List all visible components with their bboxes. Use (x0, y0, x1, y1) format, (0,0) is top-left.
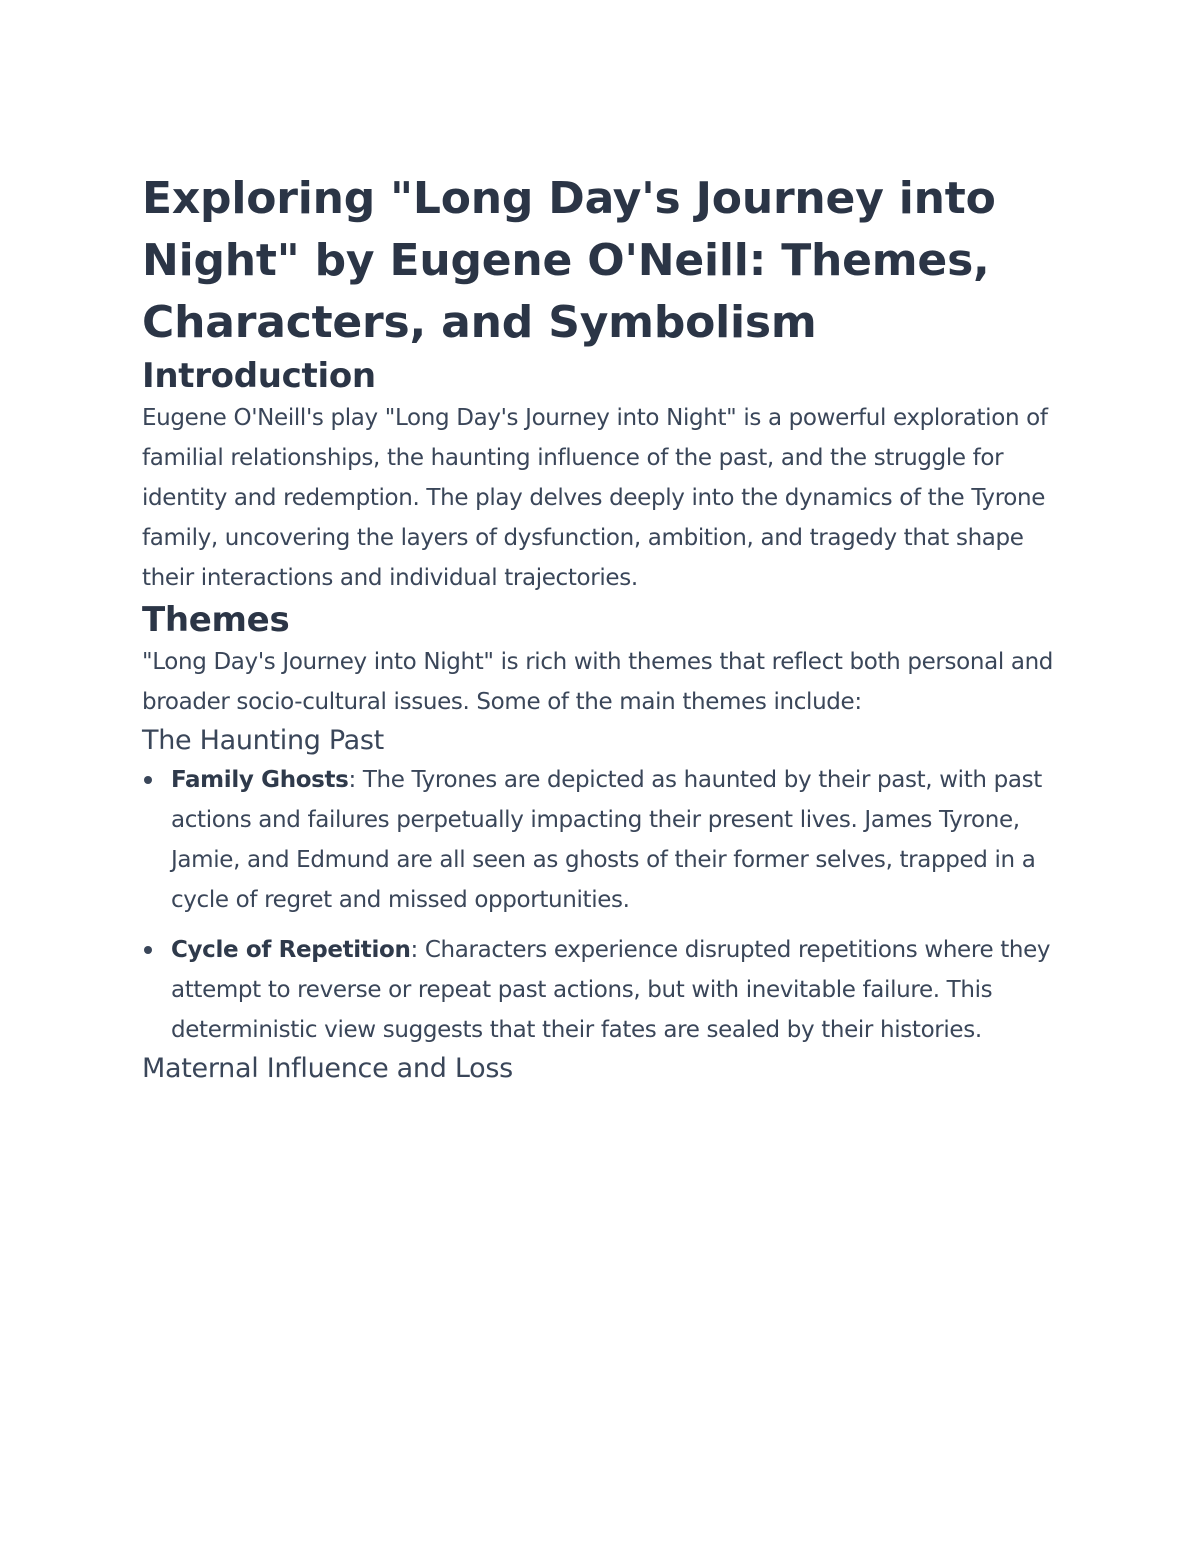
list-item (142, 930, 1067, 1050)
haunting-past-list (142, 760, 1067, 1050)
list-item (142, 760, 1067, 920)
bullet-icon (144, 946, 152, 954)
themes-paragraph: "Long Day's Journey into Night" is rich with themes that reflect both personal and broader socio-cultural issues. Some of the main themes include: (142, 649, 1054, 715)
subheading-haunting-past: The Haunting Past (142, 725, 384, 756)
themes-heading: Themes (142, 600, 290, 640)
list-item-text: : Characters experience disrupted repetitions where they attempt to reverse or repeat past actions, but with inevitable failure. This deterministic view suggests that their fates are sealed by their histories. (171, 937, 1051, 1043)
introduction-heading: Introduction (142, 356, 376, 396)
bullet-icon (144, 776, 152, 784)
document-page (142, 168, 1067, 1088)
list-item-text: : The Tyrones are depicted as haunted by their past, with past actions and failures perpetually impacting their present lives. James Tyrone, Jamie, and Edmund are all seen as ghosts of their former selves, trapped in a cycle of regret and missed opportunities. (171, 767, 1042, 913)
document-title: Exploring "Long Day's Journey into Night" by Eugene O'Neill: Themes, Characters, and Symbolism (142, 173, 996, 348)
list-item-term: Cycle of Repetition (171, 937, 411, 963)
list-item-term: Family Ghosts (171, 767, 349, 793)
introduction-paragraph: Eugene O'Neill's play "Long Day's Journey into Night" is a powerful exploration of familial relationships, the haunting influence of the past, and the struggle for identity and redemption. The play delves deeply into the dynamics of the Tyrone family, uncovering the layers of dysfunction, ambition, and tragedy that shape their interactions and individual trajectories. (142, 405, 1048, 591)
subheading-maternal-influence: Maternal Influence and Loss (142, 1053, 513, 1084)
